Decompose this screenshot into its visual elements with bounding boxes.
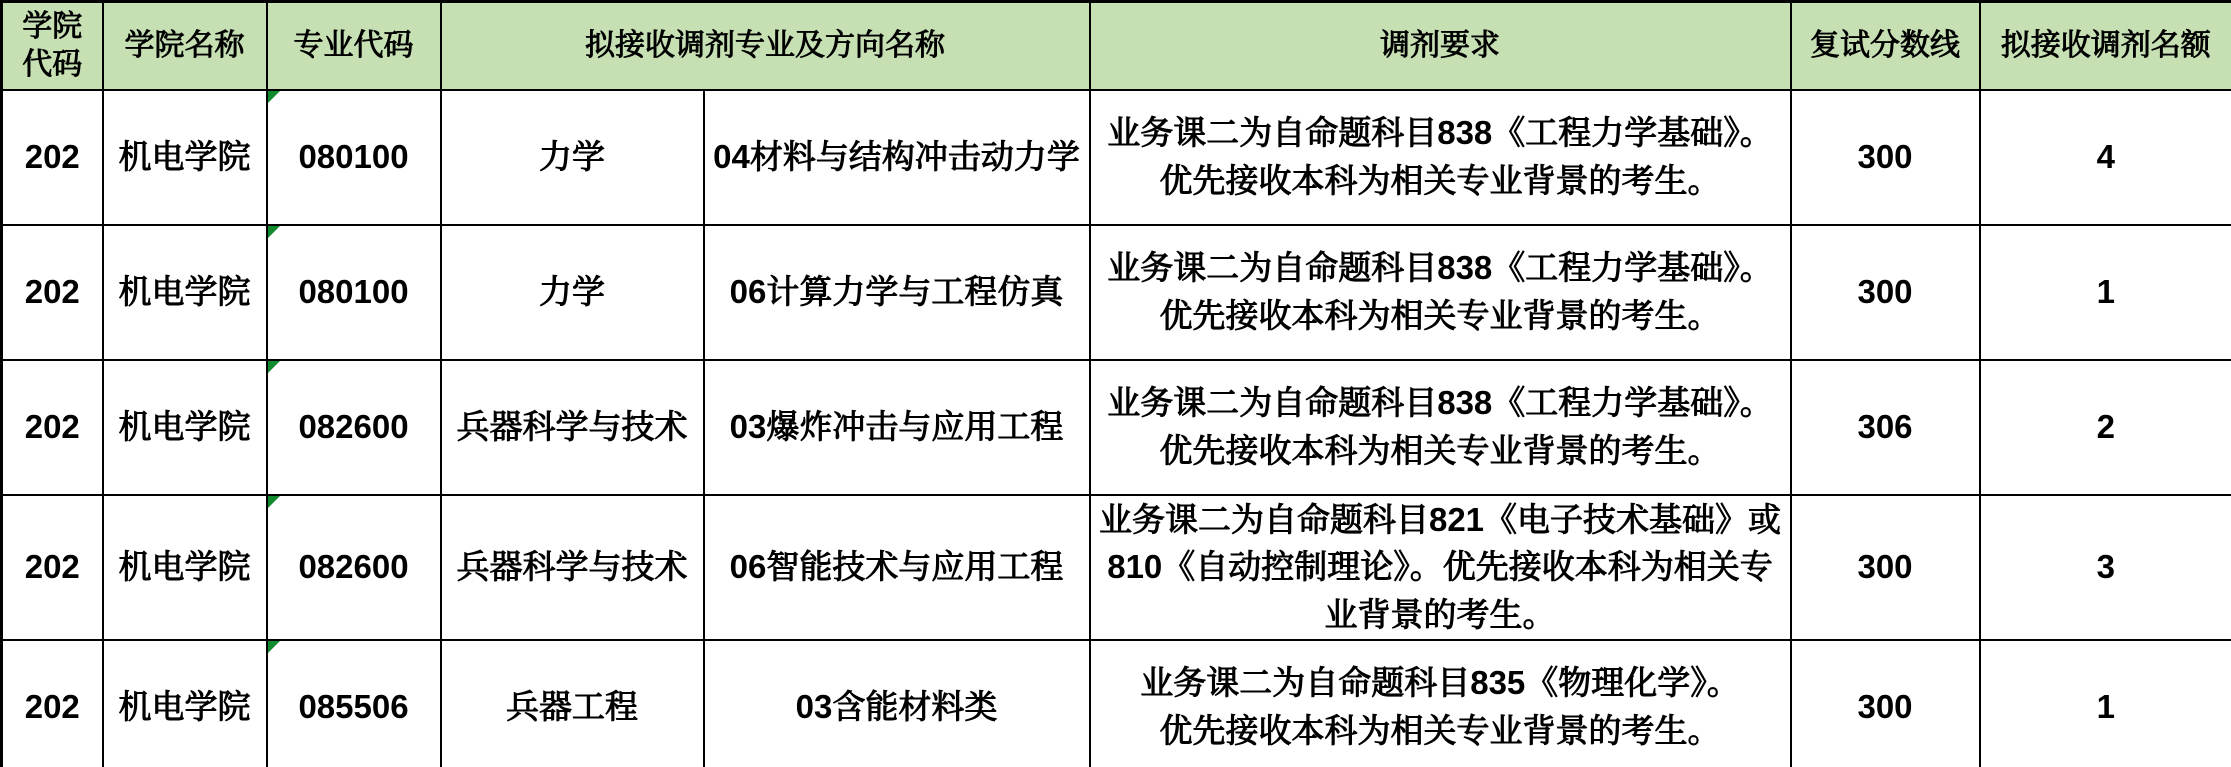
header-quota: 拟接收调剂名额 [1980,2,2231,90]
requirement-line: 优先接收本科为相关专业背景的考生。 [1159,712,1721,750]
cell-direction: 04材料与结构冲击动力学 [704,90,1090,225]
major-code-value: 082600 [298,548,409,586]
header-score-line: 复试分数线 [1791,2,1980,90]
requirement-line: 业务课二为自命题科目838《工程力学基础》。 [1107,384,1773,422]
cell-major: 力学 [441,225,704,360]
excel-error-triangle-icon [268,226,280,238]
cell-score-line: 300 [1791,495,1980,641]
cell-major-code [267,495,441,641]
cell-direction: 06智能技术与应用工程 [704,495,1090,641]
cell-college-name: 机电学院 [103,640,267,767]
cell-major-code [267,225,441,360]
cell-college-code: 202 [2,225,103,360]
major-code-value: 080100 [298,273,409,311]
cell-requirement [1090,360,1791,495]
requirement-line: 业务课二为自命题科目821《电子技术基础》或 [1098,500,1782,538]
cell-direction: 03爆炸冲击与应用工程 [704,360,1090,495]
header-row [2,2,2231,90]
major-code-value: 082600 [298,408,409,446]
cell-direction: 03含能材料类 [704,640,1090,767]
cell-college-code: 202 [2,495,103,641]
requirement-line: 业务课二为自命题科目835《物理化学》。 [1140,664,1740,702]
excel-error-triangle-icon [268,641,280,653]
table-row [2,640,2231,767]
cell-score-line: 300 [1791,90,1980,225]
cell-requirement [1090,225,1791,360]
cell-major-code [267,640,441,767]
cell-requirement [1090,640,1791,767]
cell-requirement [1090,90,1791,225]
excel-error-triangle-icon [268,91,280,103]
cell-score-line: 306 [1791,360,1980,495]
cell-major: 力学 [441,90,704,225]
cell-score-line: 300 [1791,225,1980,360]
cell-college-name: 机电学院 [103,495,267,641]
header-college-code: 学院代码 [2,2,103,90]
header-major-direction: 拟接收调剂专业及方向名称 [441,2,1090,90]
cell-score-line: 300 [1791,640,1980,767]
requirement-line: 优先接收本科为相关专业背景的考生。 [1159,297,1721,334]
requirement-line: 810《自动控制理论》。优先接收本科为相关专 [1107,548,1773,586]
cell-major: 兵器科学与技术 [441,360,704,495]
cell-quota: 4 [1980,90,2231,225]
cell-direction: 06计算力学与工程仿真 [704,225,1090,360]
cell-college-code: 202 [2,360,103,495]
requirement-line: 优先接收本科为相关专业背景的考生。 [1159,162,1721,199]
header-requirement: 调剂要求 [1090,2,1791,90]
cell-college-code: 202 [2,640,103,767]
cell-college-name: 机电学院 [103,90,267,225]
requirement-line: 业务课二为自命题科目838《工程力学基础》。 [1107,249,1773,287]
major-code-value: 085506 [298,688,409,726]
requirement-line: 业背景的考生。 [1324,596,1556,634]
table-row [2,360,2231,495]
requirement-line: 优先接收本科为相关专业背景的考生。 [1159,432,1721,469]
cell-quota: 3 [1980,495,2231,641]
cell-requirement [1090,495,1791,641]
cell-major-code [267,360,441,495]
excel-error-triangle-icon [268,361,280,373]
header-major-code: 专业代码 [267,2,441,90]
cell-college-code: 202 [2,90,103,225]
excel-error-triangle-icon [268,496,280,508]
cell-major-code [267,90,441,225]
cell-major: 兵器科学与技术 [441,495,704,641]
header-college-name: 学院名称 [103,2,267,90]
requirement-line: 业务课二为自命题科目838《工程力学基础》。 [1107,114,1773,152]
table-row [2,225,2231,360]
table-row [2,495,2231,641]
cell-college-name: 机电学院 [103,225,267,360]
table-row [2,90,2231,225]
cell-quota: 1 [1980,225,2231,360]
cell-quota: 1 [1980,640,2231,767]
major-code-value: 080100 [298,138,409,176]
cell-college-name: 机电学院 [103,360,267,495]
cell-major: 兵器工程 [441,640,704,767]
cell-quota: 2 [1980,360,2231,495]
